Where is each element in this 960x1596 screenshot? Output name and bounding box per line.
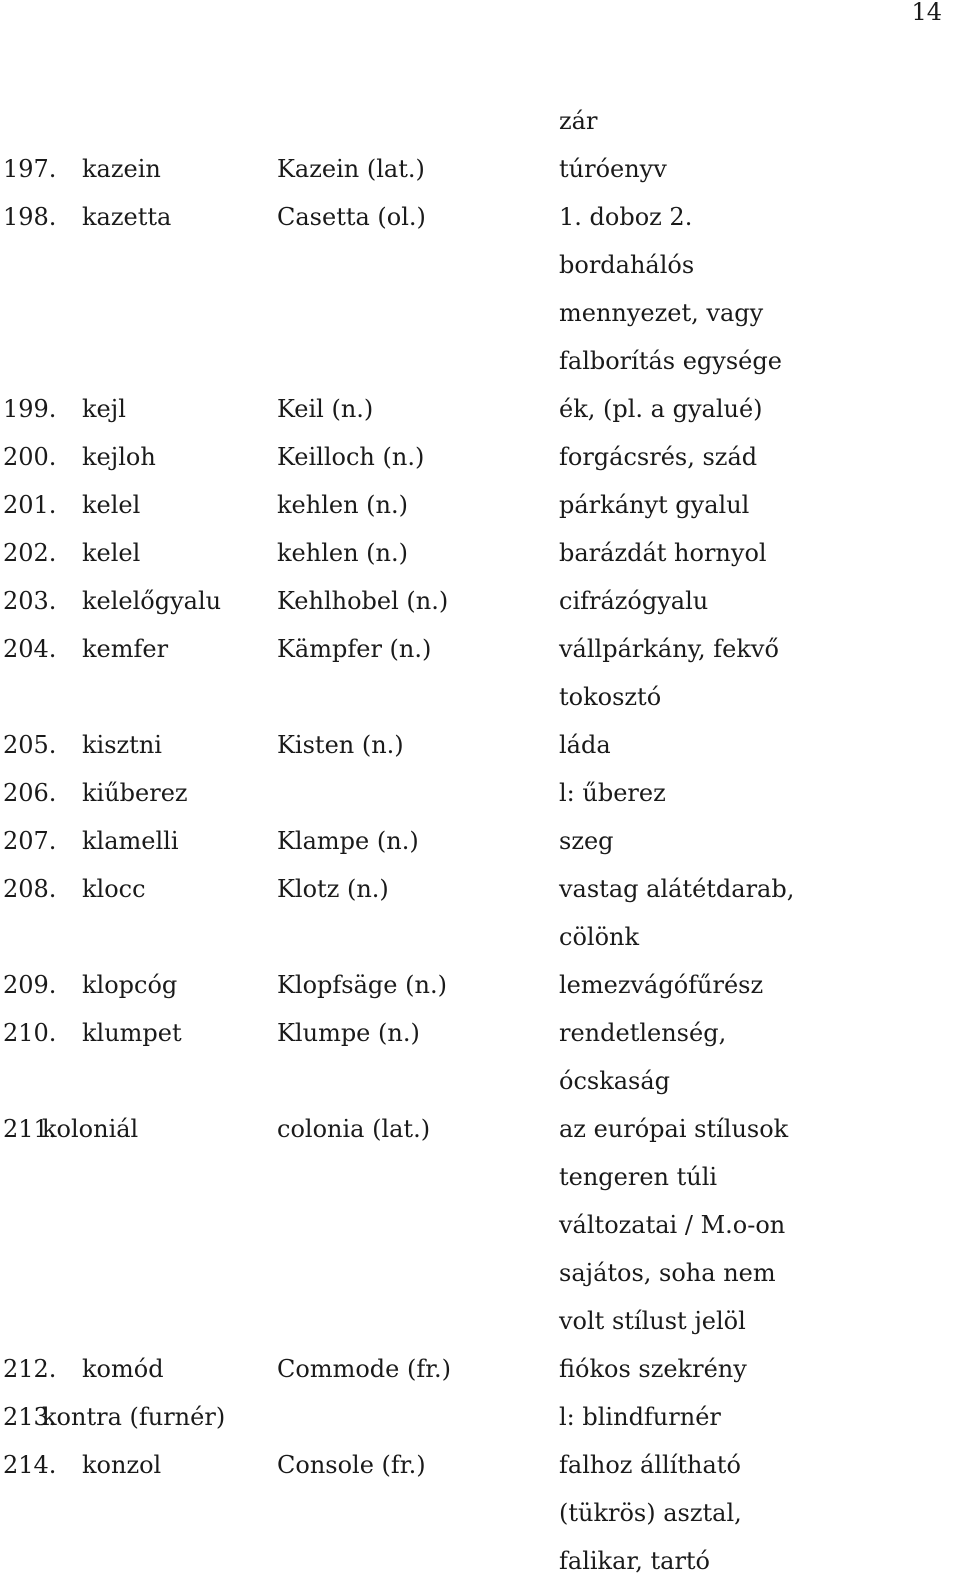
glossary-row xyxy=(0,289,960,337)
entry-origin: Kehlhobel (n.) xyxy=(277,587,449,615)
entry-meaning: fiókos szekrény xyxy=(559,1355,747,1383)
entry-number: 204. xyxy=(3,635,57,663)
entry-meaning: bordahálós xyxy=(559,251,695,279)
glossary-row xyxy=(0,1537,960,1585)
entry-meaning: változatai / M.o-on xyxy=(559,1211,786,1239)
glossary-row xyxy=(0,1249,960,1297)
entry-term: kelel xyxy=(82,539,141,567)
entry-term: kelel xyxy=(82,491,141,519)
glossary-row xyxy=(0,1393,960,1441)
entry-number: 205. xyxy=(3,731,57,759)
entry-meaning: túróenyv xyxy=(559,155,667,183)
entry-origin: Casetta (ol.) xyxy=(277,203,426,231)
glossary-row xyxy=(0,1489,960,1537)
entry-meaning: volt stílust jelöl xyxy=(559,1307,746,1335)
entry-term: kazein xyxy=(82,155,161,183)
entry-meaning: láda xyxy=(559,731,611,759)
entry-term: klumpet xyxy=(82,1019,182,1047)
glossary-row xyxy=(0,769,960,817)
glossary-row xyxy=(0,433,960,481)
entry-term: klocc xyxy=(82,875,146,903)
entry-term: kejl xyxy=(82,395,126,423)
entry-number: 212. xyxy=(3,1355,57,1383)
entry-origin: Keil (n.) xyxy=(277,395,374,423)
entry-meaning: párkányt gyalul xyxy=(559,491,750,519)
entry-origin: Klampe (n.) xyxy=(277,827,419,855)
entry-meaning: tokosztó xyxy=(559,683,662,711)
glossary-row xyxy=(0,913,960,961)
entry-meaning: cifrázógyalu xyxy=(559,587,709,615)
entry-number: 197. xyxy=(3,155,57,183)
glossary-row xyxy=(0,193,960,241)
entry-term: klamelli xyxy=(82,827,179,855)
entry-meaning: ék, (pl. a gyalué) xyxy=(559,395,763,423)
entry-meaning: cölönk xyxy=(559,923,640,951)
entry-origin: Klopfsäge (n.) xyxy=(277,971,447,999)
entry-number: 208. xyxy=(3,875,57,903)
glossary-row xyxy=(0,961,960,1009)
entry-term: kelelőgyalu xyxy=(82,587,222,615)
glossary-row xyxy=(0,1153,960,1201)
entry-meaning: l: űberez xyxy=(559,779,666,807)
entry-number: 201. xyxy=(3,491,57,519)
glossary-row xyxy=(0,1009,960,1057)
glossary-row xyxy=(0,145,960,193)
entry-origin: Klotz (n.) xyxy=(277,875,389,903)
glossary-row xyxy=(0,1297,960,1345)
entry-meaning: vállpárkány, fekvő xyxy=(559,635,779,663)
entry-term: kontra (furnér) xyxy=(42,1403,226,1431)
glossary-row xyxy=(0,1105,960,1153)
glossary-row xyxy=(0,1057,960,1105)
entry-meaning: 1. doboz 2. xyxy=(559,203,693,231)
entry-term: kemfer xyxy=(82,635,169,663)
entry-number: 207. xyxy=(3,827,57,855)
entry-meaning: l: blindfurnér xyxy=(559,1403,721,1431)
entry-origin: colonia (lat.) xyxy=(277,1115,431,1143)
entry-term: kiűberez xyxy=(82,779,188,807)
entry-number: 202. xyxy=(3,539,57,567)
entry-meaning: tengeren túli xyxy=(559,1163,718,1191)
glossary-row xyxy=(0,625,960,673)
entry-term: kazetta xyxy=(82,203,172,231)
entry-number: 206. xyxy=(3,779,57,807)
entry-origin: Commode (fr.) xyxy=(277,1355,452,1383)
entry-number: 209. xyxy=(3,971,57,999)
entry-meaning: ócskaság xyxy=(559,1067,671,1095)
entry-term: konzol xyxy=(82,1451,162,1479)
glossary-row xyxy=(0,337,960,385)
glossary-row xyxy=(0,817,960,865)
entry-term: koloniál xyxy=(42,1115,139,1143)
entry-number: 203. xyxy=(3,587,57,615)
entry-meaning: falhoz állítható xyxy=(559,1451,741,1479)
entry-meaning: lemezvágófűrész xyxy=(559,971,764,999)
entry-origin: kehlen (n.) xyxy=(277,491,408,519)
entry-meaning: (tükrös) asztal, xyxy=(559,1499,742,1527)
entry-meaning: falborítás egysége xyxy=(559,347,782,375)
entry-meaning: barázdát hornyol xyxy=(559,539,767,567)
glossary-row xyxy=(0,1441,960,1489)
entry-meaning: szeg xyxy=(559,827,614,855)
entry-origin: Kisten (n.) xyxy=(277,731,404,759)
entry-term: komód xyxy=(82,1355,164,1383)
glossary-row xyxy=(0,529,960,577)
entry-term: kejloh xyxy=(82,443,156,471)
glossary-row xyxy=(0,577,960,625)
entry-term: klopcóg xyxy=(82,971,178,999)
glossary-row xyxy=(0,1201,960,1249)
entry-meaning: sajátos, soha nem xyxy=(559,1259,776,1287)
glossary-row xyxy=(0,385,960,433)
entry-origin: Klumpe (n.) xyxy=(277,1019,420,1047)
entry-meaning: mennyezet, vagy xyxy=(559,299,764,327)
glossary-row xyxy=(0,97,960,145)
entry-meaning: forgácsrés, szád xyxy=(559,443,758,471)
glossary-table xyxy=(0,97,960,1585)
entry-origin: kehlen (n.) xyxy=(277,539,408,567)
entry-number: 213. xyxy=(3,1403,57,1431)
entry-number: 198. xyxy=(3,203,57,231)
entry-number: 200. xyxy=(3,443,57,471)
page-number: 14 xyxy=(911,0,942,26)
glossary-row xyxy=(0,1345,960,1393)
entry-origin: Kazein (lat.) xyxy=(277,155,425,183)
glossary-row xyxy=(0,673,960,721)
glossary-row xyxy=(0,481,960,529)
entry-meaning: vastag alátétdarab, xyxy=(559,875,795,903)
entry-origin: Keilloch (n.) xyxy=(277,443,425,471)
entry-term: kisztni xyxy=(82,731,162,759)
entry-number: 214. xyxy=(3,1451,57,1479)
entry-origin: Console (fr.) xyxy=(277,1451,426,1479)
entry-number: 210. xyxy=(3,1019,57,1047)
glossary-row xyxy=(0,241,960,289)
entry-meaning: falikar, tartó xyxy=(559,1547,711,1575)
entry-meaning: rendetlenség, xyxy=(559,1019,727,1047)
glossary-row xyxy=(0,865,960,913)
entry-origin: Kämpfer (n.) xyxy=(277,635,432,663)
entry-number: 199. xyxy=(3,395,57,423)
entry-meaning: zár xyxy=(559,107,598,135)
entry-meaning: az európai stílusok xyxy=(559,1115,789,1143)
glossary-row xyxy=(0,721,960,769)
entry-number: 211. xyxy=(3,1115,57,1143)
